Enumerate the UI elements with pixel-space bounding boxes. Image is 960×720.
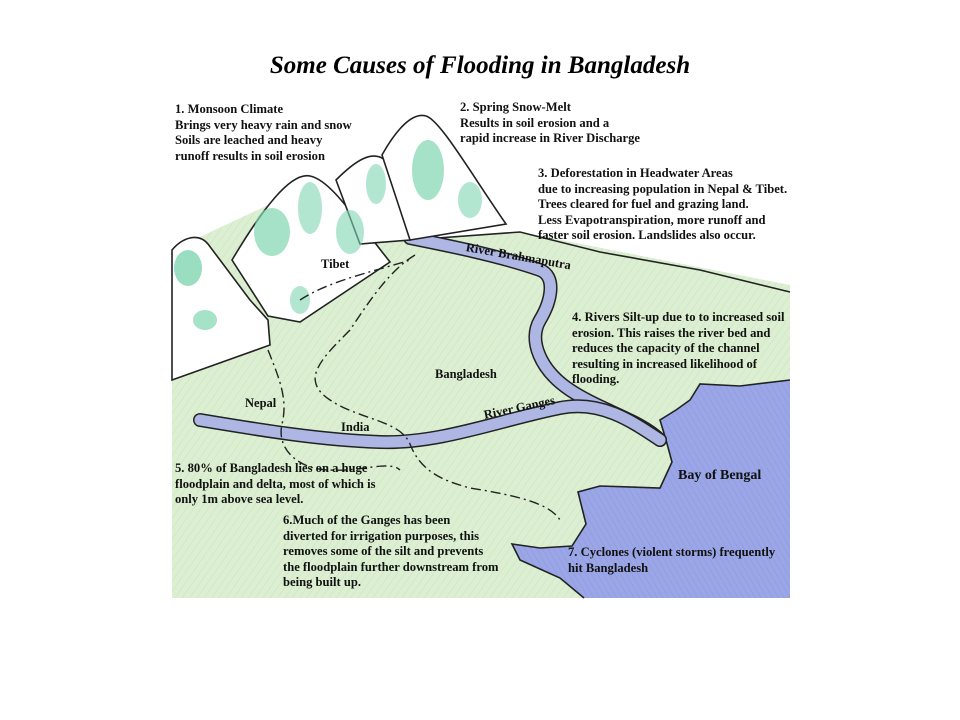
page-title: Some Causes of Flooding in Bangladesh	[269, 52, 691, 79]
label-river-ganges: River Ganges	[482, 393, 557, 422]
note-floodplain: 5. 80% of Bangladesh lies on a huge floodplain and delta, most of which is only 1m above sea level.	[175, 461, 376, 507]
note-rivers-silt-up: 4. Rivers Silt-up due to to increased soil erosion. This raises the river bed and reduces the capacity of the channel resulting in increased likelihood of flooding.	[572, 310, 785, 387]
note-deforestation: 3. Deforestation in Headwater Areas due to increasing population in Nepal & Tibet. Trees cleared for fuel and grazing land. Less Evapotranspiration, more runoff and faster soil erosion. Landslides also occur.	[538, 166, 788, 243]
note-monsoon-climate: 1. Monsoon Climate Brings very heavy rain and snow Soils are leached and heavy runoff results in soil erosion	[175, 102, 352, 163]
label-bangladesh: Bangladesh	[435, 367, 497, 381]
label-bay-of-bengal: Bay of Bengal	[678, 468, 762, 483]
label-nepal: Nepal	[245, 396, 277, 410]
note-ganges-diversion: 6.Much of the Ganges has been diverted for irrigation purposes, this removes some of the silt and prevents the floodplain further downstream from being built up.	[283, 513, 499, 590]
label-river-brahmaputra: River Brahmaputra	[464, 240, 573, 273]
label-india: India	[341, 420, 370, 434]
note-spring-snow-melt: 2. Spring Snow-Melt Results in soil erosion and a rapid increase in River Discharge	[460, 100, 641, 146]
note-cyclones: 7. Cyclones (violent storms) frequently hit Bangladesh	[568, 545, 776, 575]
label-tibet: Tibet	[321, 257, 350, 271]
